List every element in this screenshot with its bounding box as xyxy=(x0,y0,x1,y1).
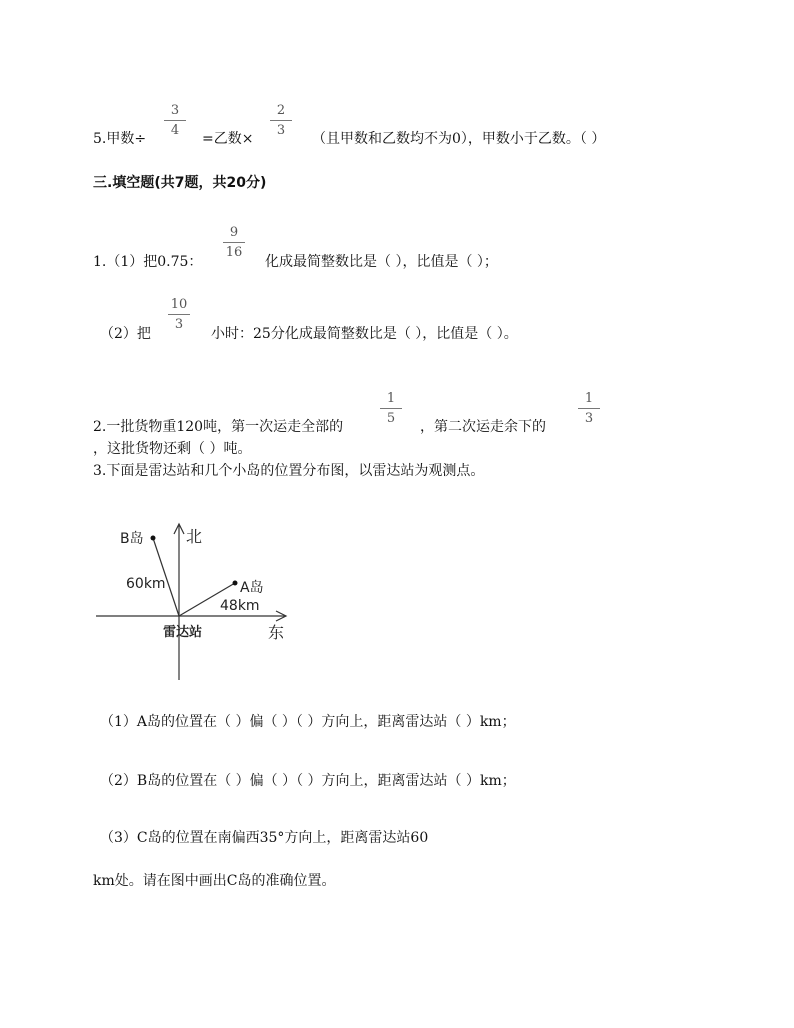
q3-sub3-line1: （3）C岛的位置在南偏西35°方向上，距离雷达站60 xyxy=(100,830,429,846)
island-a-point xyxy=(233,581,238,586)
fraction-bar xyxy=(270,120,292,121)
north-label: 北 xyxy=(186,527,203,546)
fraction-numerator: 1 xyxy=(386,391,396,406)
q2-prefix: 2.一批货物重120吨，第一次运走全部的 xyxy=(93,419,344,435)
q1-part1-suffix: 化成最简整数比是（ ），比值是（ ）； xyxy=(265,254,498,270)
fraction-denominator: 3 xyxy=(174,317,184,332)
fraction-bar xyxy=(168,314,190,315)
fraction-numerator: 1 xyxy=(584,391,594,406)
q2-middle: ，第二次运走余下的 xyxy=(420,419,546,435)
q1-part1-prefix: 1.（1）把0.75： xyxy=(93,254,203,270)
q3-sub1: （1）A岛的位置在（ ）偏（ ）（ ）方向上，距离雷达站（ ）km； xyxy=(100,714,516,730)
q3-sub3-line2: km处。请在图中画出C岛的准确位置。 xyxy=(93,873,336,889)
fraction-bar xyxy=(223,242,245,243)
fraction-numerator: 2 xyxy=(276,103,286,118)
island-a-label: A岛 xyxy=(240,580,264,596)
fraction-numerator: 10 xyxy=(170,297,188,312)
distance-b-label: 60km xyxy=(126,576,166,592)
q1-part2-suffix: 小时：25分化成最简整数比是（ ），比值是（ ）。 xyxy=(211,326,518,342)
fraction-denominator: 4 xyxy=(170,123,180,138)
q5-fraction-1 xyxy=(162,104,188,137)
q2-fraction-2 xyxy=(576,392,602,425)
fraction-denominator: 5 xyxy=(386,411,396,426)
q1-part1-fraction xyxy=(221,226,247,259)
q3-intro: 3.下面是雷达站和几个小岛的位置分布图，以雷达站为观测点。 xyxy=(93,463,485,479)
fraction-bar xyxy=(578,408,600,409)
fraction-bar xyxy=(164,120,186,121)
radar-position-diagram xyxy=(90,510,330,690)
q3-sub2: （2）B岛的位置在（ ）偏（ ）（ ）方向上，距离雷达站（ ）km； xyxy=(100,773,516,789)
section-heading: 三.填空题(共7题，共20分) xyxy=(93,175,267,191)
fraction-denominator: 3 xyxy=(276,123,286,138)
q2-line2: ，这批货物还剩（ ）吨。 xyxy=(93,441,252,457)
fraction-bar xyxy=(380,408,402,409)
q5-middle: =乙数× xyxy=(202,131,254,147)
distance-a-label: 48km xyxy=(220,598,260,614)
q5-prefix: 5.甲数÷ xyxy=(93,131,147,147)
q5-fraction-2 xyxy=(268,104,294,137)
fraction-denominator: 16 xyxy=(225,245,243,260)
q2-fraction-1 xyxy=(378,392,404,425)
fraction-numerator: 3 xyxy=(170,103,180,118)
q5-suffix: （且甲数和乙数均不为0），甲数小于乙数。（ ） xyxy=(312,131,606,147)
fraction-numerator: 9 xyxy=(229,225,239,240)
q1-part2-fraction xyxy=(166,298,192,331)
q1-part2-prefix: （2）把 xyxy=(100,326,151,342)
fraction-denominator: 3 xyxy=(584,411,594,426)
east-label: 东 xyxy=(268,623,285,642)
island-b-point xyxy=(151,536,156,541)
island-b-label: B岛 xyxy=(120,531,144,547)
radar-station-label: 雷达站 xyxy=(163,625,203,640)
